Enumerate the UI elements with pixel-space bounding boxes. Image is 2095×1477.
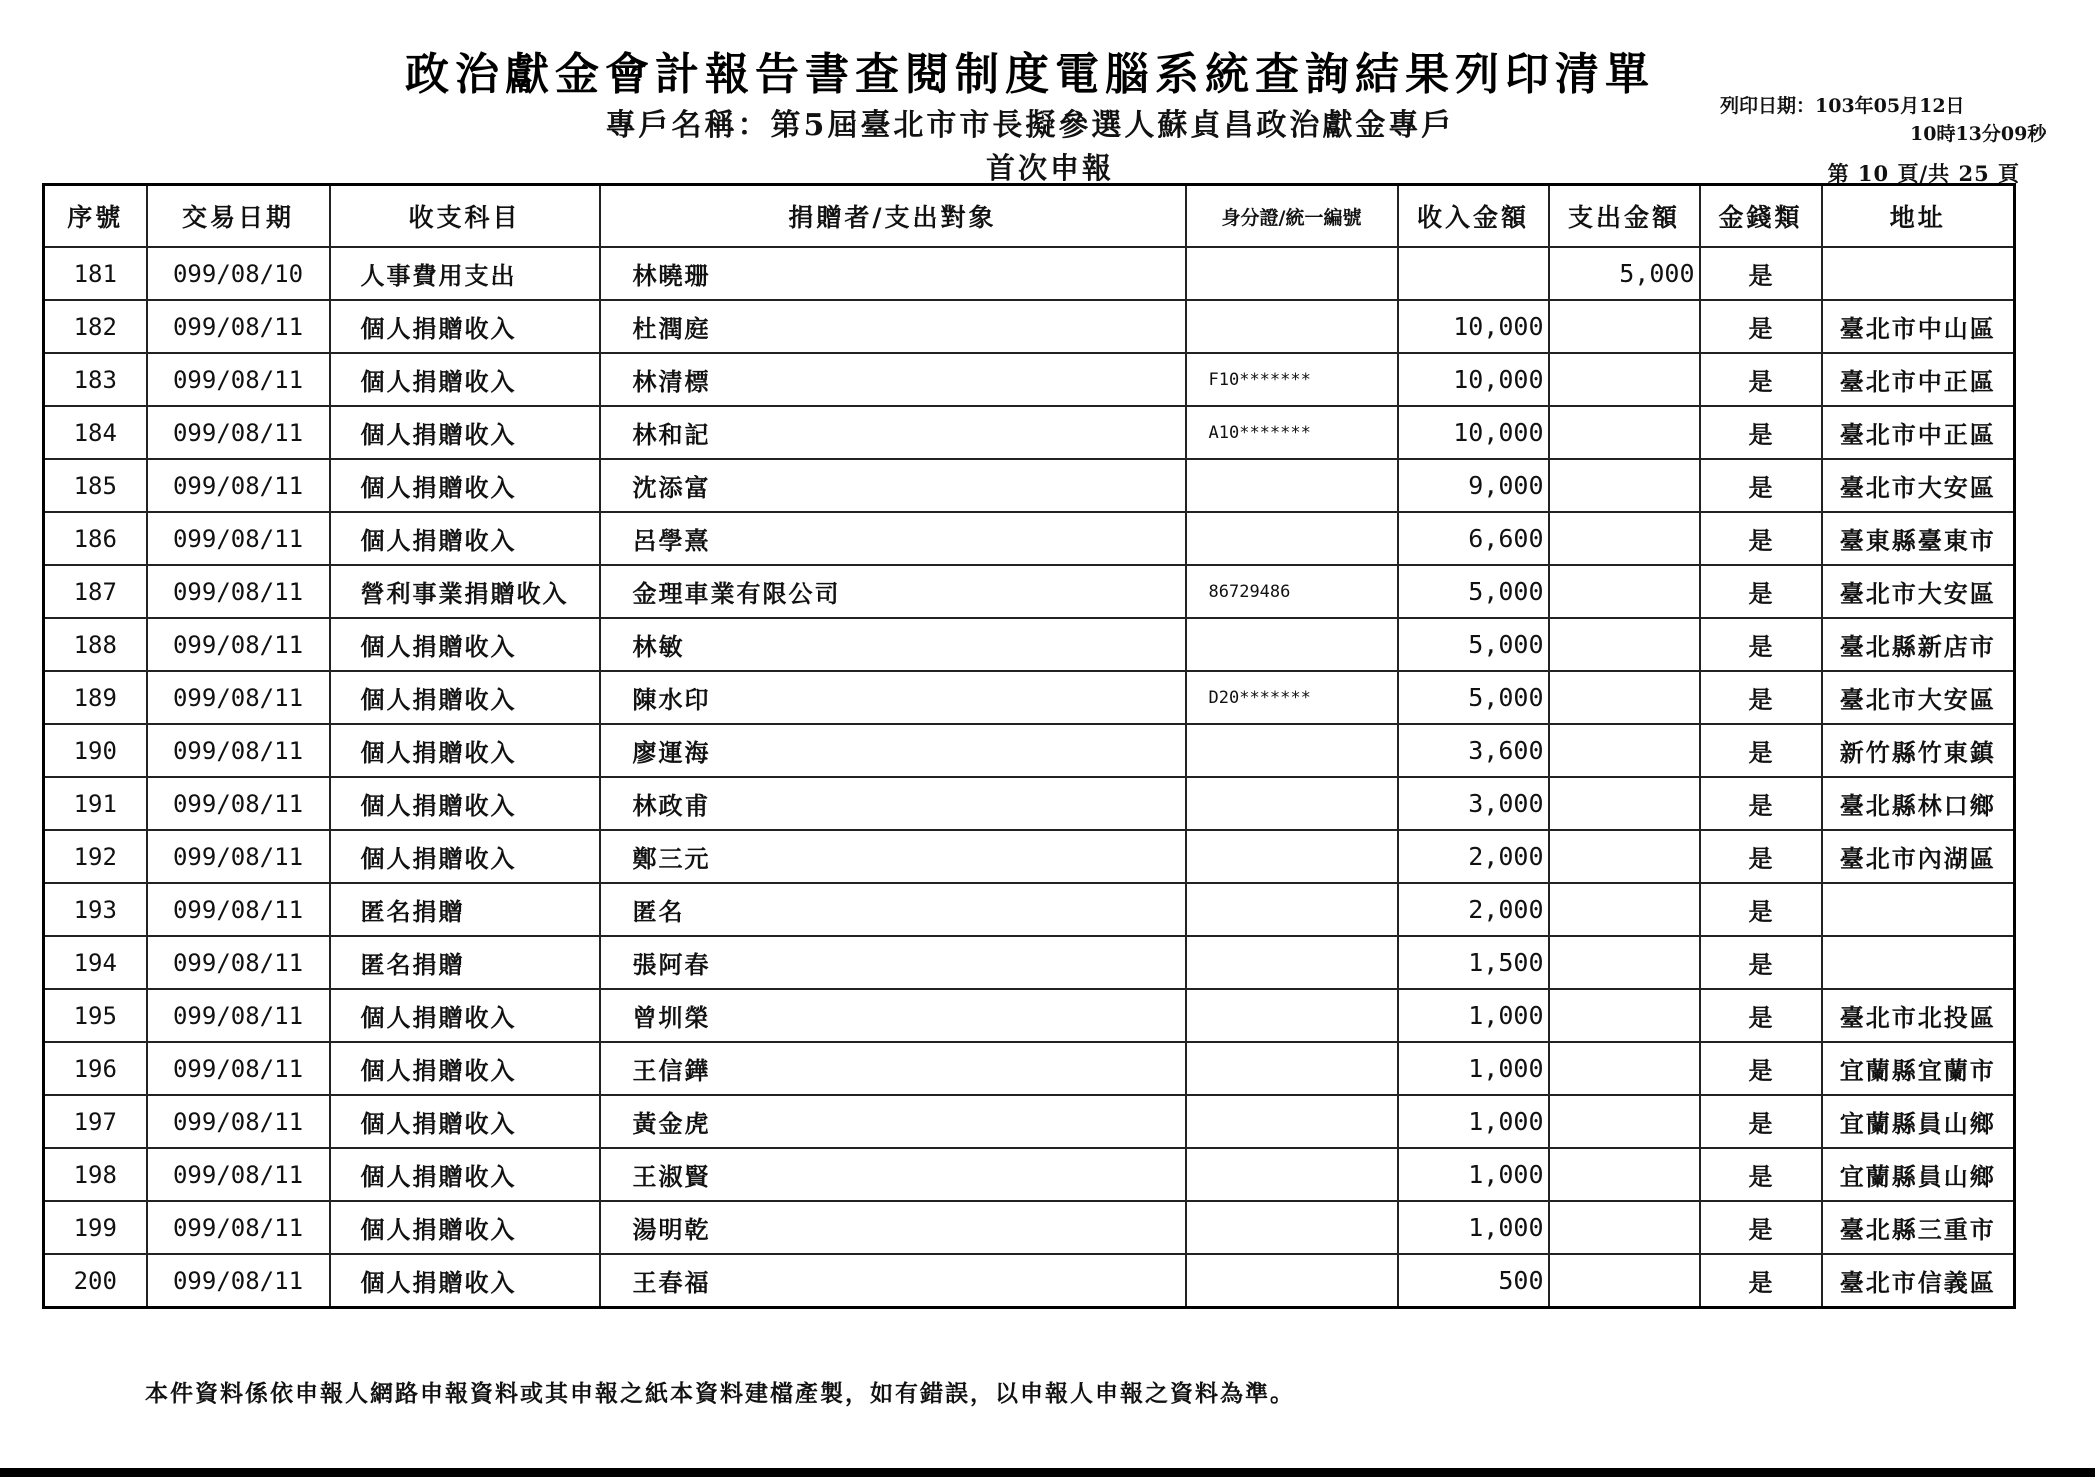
ledger-table [42,183,2016,1309]
cell-income: 2,000 [1398,830,1549,883]
table-row [44,247,2015,300]
cell-donor: 林曉珊 [600,247,1186,300]
cell-date: 099/08/11 [147,1148,330,1201]
cell-id [1186,989,1398,1042]
cell-id [1186,936,1398,989]
cell-donor: 王淑賢 [600,1148,1186,1201]
cell-address: 宜蘭縣員山鄉 [1822,1095,2015,1148]
cell-id [1186,1148,1398,1201]
cell-seq: 192 [44,830,147,883]
cell-expense [1549,724,1700,777]
cell-address: 宜蘭縣員山鄉 [1822,1148,2015,1201]
cell-expense [1549,353,1700,406]
cell-seq: 200 [44,1254,147,1308]
cell-address: 臺東縣臺東市 [1822,512,2015,565]
declaration-type: 首次申報 [985,151,1114,185]
col-header-category: 收支科目 [330,185,600,248]
table-row [44,883,2015,936]
cell-income: 1,000 [1398,989,1549,1042]
cell-date: 099/08/10 [147,247,330,300]
cell-category: 個人捐贈收入 [330,1201,600,1254]
cell-category: 個人捐贈收入 [330,1095,600,1148]
col-header-date: 交易日期 [147,185,330,248]
page-indicator: 第 10 頁/共 25 頁 [1827,161,2020,186]
cell-cash: 是 [1700,830,1822,883]
cell-expense [1549,1254,1700,1308]
cell-category: 個人捐贈收入 [330,830,600,883]
col-header-income: 收入金額 [1398,185,1549,248]
cell-donor: 張阿春 [600,936,1186,989]
cell-address: 臺北縣三重市 [1822,1201,2015,1254]
cell-category: 匿名捐贈 [330,883,600,936]
cell-date: 099/08/11 [147,512,330,565]
cell-date: 099/08/11 [147,459,330,512]
cell-cash: 是 [1700,883,1822,936]
table-row [44,671,2015,724]
table-row [44,618,2015,671]
footer-note: 本件資料係依申報人網路申報資料或其申報之紙本資料建檔產製，如有錯誤，以申報人申報之資料為準。 [145,1380,1295,1407]
cell-cash: 是 [1700,1201,1822,1254]
cell-cash: 是 [1700,247,1822,300]
print-info [1720,92,2060,148]
cell-id [1186,777,1398,830]
table-row [44,300,2015,353]
cell-category: 個人捐贈收入 [330,1042,600,1095]
cell-address [1822,936,2015,989]
cell-date: 099/08/11 [147,565,330,618]
cell-category: 個人捐贈收入 [330,1148,600,1201]
cell-seq: 181 [44,247,147,300]
cell-date: 099/08/11 [147,777,330,830]
col-header-cash: 金錢類 [1700,185,1822,248]
print-time: 10時13分09秒 [1910,123,2047,145]
cell-id [1186,300,1398,353]
cell-category: 個人捐贈收入 [330,512,600,565]
cell-seq: 186 [44,512,147,565]
cell-id: F10******* [1186,353,1398,406]
cell-seq: 190 [44,724,147,777]
cell-date: 099/08/11 [147,830,330,883]
cell-cash: 是 [1700,936,1822,989]
cell-donor: 王春福 [600,1254,1186,1308]
cell-seq: 183 [44,353,147,406]
print-date: 列印日期：103年05月12日 [1720,95,1965,117]
cell-date: 099/08/11 [147,618,330,671]
cell-donor: 匿名 [600,883,1186,936]
cell-cash: 是 [1700,1042,1822,1095]
table-row [44,1042,2015,1095]
cell-donor: 金理車業有限公司 [600,565,1186,618]
cell-id [1186,1254,1398,1308]
table-row [44,989,2015,1042]
table-row [44,406,2015,459]
cell-donor: 呂學熹 [600,512,1186,565]
cell-category: 個人捐贈收入 [330,618,600,671]
cell-date: 099/08/11 [147,1201,330,1254]
cell-id [1186,618,1398,671]
cell-income: 2,000 [1398,883,1549,936]
cell-expense [1549,1148,1700,1201]
cell-date: 099/08/11 [147,1042,330,1095]
cell-expense [1549,459,1700,512]
cell-seq: 198 [44,1148,147,1201]
cell-income: 10,000 [1398,406,1549,459]
cell-date: 099/08/11 [147,883,330,936]
cell-date: 099/08/11 [147,406,330,459]
cell-id [1186,1042,1398,1095]
cell-address: 臺北市大安區 [1822,671,2015,724]
cell-income: 1,500 [1398,936,1549,989]
cell-address: 臺北市中正區 [1822,406,2015,459]
table-row [44,1254,2015,1308]
table-row [44,1201,2015,1254]
cell-category: 個人捐贈收入 [330,1254,600,1308]
cell-cash: 是 [1700,671,1822,724]
cell-cash: 是 [1700,565,1822,618]
cell-expense [1549,565,1700,618]
cell-donor: 杜潤庭 [600,300,1186,353]
cell-id [1186,1095,1398,1148]
cell-donor: 林清標 [600,353,1186,406]
col-header-expense: 支出金額 [1549,185,1700,248]
cell-expense [1549,671,1700,724]
cell-cash: 是 [1700,459,1822,512]
cell-income: 10,000 [1398,300,1549,353]
cell-id [1186,1201,1398,1254]
cell-cash: 是 [1700,512,1822,565]
cell-address: 臺北市大安區 [1822,565,2015,618]
cell-expense [1549,512,1700,565]
cell-seq: 187 [44,565,147,618]
cell-address: 臺北市中山區 [1822,300,2015,353]
cell-seq: 191 [44,777,147,830]
cell-donor: 曾圳榮 [600,989,1186,1042]
cell-income: 10,000 [1398,353,1549,406]
cell-address: 臺北縣林口鄉 [1822,777,2015,830]
cell-id [1186,724,1398,777]
cell-seq: 189 [44,671,147,724]
cell-donor: 王信鏵 [600,1042,1186,1095]
cell-seq: 194 [44,936,147,989]
table-row [44,936,2015,989]
cell-seq: 197 [44,1095,147,1148]
cell-date: 099/08/11 [147,936,330,989]
cell-date: 099/08/11 [147,1254,330,1308]
cell-address: 臺北市信義區 [1822,1254,2015,1308]
cell-id [1186,247,1398,300]
cell-income: 1,000 [1398,1042,1549,1095]
cell-seq: 185 [44,459,147,512]
cell-income [1398,247,1549,300]
cell-income: 1,000 [1398,1201,1549,1254]
ledger-body [44,247,2015,1308]
cell-expense [1549,777,1700,830]
cell-address: 臺北市中正區 [1822,353,2015,406]
cell-donor: 林和記 [600,406,1186,459]
cell-address: 臺北市內湖區 [1822,830,2015,883]
table-row [44,512,2015,565]
cell-address: 宜蘭縣宜蘭市 [1822,1042,2015,1095]
document-title: 政治獻金會計報告書查閱制度電腦系統查詢結果列印清單 [405,49,1655,100]
cell-income: 5,000 [1398,618,1549,671]
cell-cash: 是 [1700,777,1822,830]
cell-income: 1,000 [1398,1148,1549,1201]
cell-date: 099/08/11 [147,671,330,724]
cell-expense [1549,1095,1700,1148]
table-row [44,724,2015,777]
cell-date: 099/08/11 [147,1095,330,1148]
col-header-donor: 捐贈者/支出對象 [600,185,1186,248]
table-row [44,459,2015,512]
cell-cash: 是 [1700,724,1822,777]
cell-donor: 林政甫 [600,777,1186,830]
cell-income: 3,600 [1398,724,1549,777]
cell-category: 個人捐贈收入 [330,353,600,406]
cell-donor: 陳水印 [600,671,1186,724]
col-header-id: 身分證/統一編號 [1186,185,1398,248]
cell-category: 個人捐贈收入 [330,777,600,830]
cell-cash: 是 [1700,989,1822,1042]
cell-address [1822,883,2015,936]
cell-category: 個人捐贈收入 [330,724,600,777]
cell-seq: 199 [44,1201,147,1254]
cell-seq: 195 [44,989,147,1042]
cell-address [1822,247,2015,300]
cell-expense [1549,618,1700,671]
table-row [44,830,2015,883]
cell-category: 個人捐贈收入 [330,300,600,353]
cell-cash: 是 [1700,353,1822,406]
cell-expense [1549,1042,1700,1095]
col-header-address: 地址 [1822,185,2015,248]
table-row [44,777,2015,830]
cell-expense [1549,300,1700,353]
cell-expense [1549,936,1700,989]
cell-income: 5,000 [1398,565,1549,618]
cell-id [1186,883,1398,936]
col-header-seq: 序號 [44,185,147,248]
table-row [44,1148,2015,1201]
cell-expense [1549,883,1700,936]
account-name: 專戶名稱：第5屆臺北市市長擬參選人蘇貞昌政治獻金專戶 [605,108,1455,143]
cell-address: 臺北縣新店市 [1822,618,2015,671]
cell-seq: 188 [44,618,147,671]
cell-category: 個人捐贈收入 [330,671,600,724]
cell-donor: 林敏 [600,618,1186,671]
cell-donor: 黃金虎 [600,1095,1186,1148]
cell-id [1186,459,1398,512]
cell-income: 9,000 [1398,459,1549,512]
cell-seq: 193 [44,883,147,936]
cell-date: 099/08/11 [147,353,330,406]
cell-cash: 是 [1700,1254,1822,1308]
cell-category: 匿名捐贈 [330,936,600,989]
cell-expense [1549,1201,1700,1254]
cell-income: 500 [1398,1254,1549,1308]
bottom-rule [0,1468,2095,1477]
cell-expense [1549,830,1700,883]
cell-cash: 是 [1700,406,1822,459]
cell-seq: 196 [44,1042,147,1095]
cell-category: 營利事業捐贈收入 [330,565,600,618]
cell-category: 個人捐贈收入 [330,459,600,512]
table-row [44,565,2015,618]
cell-cash: 是 [1700,618,1822,671]
cell-date: 099/08/11 [147,724,330,777]
cell-expense [1549,406,1700,459]
cell-seq: 182 [44,300,147,353]
cell-income: 3,000 [1398,777,1549,830]
table-row [44,1095,2015,1148]
cell-address: 臺北市大安區 [1822,459,2015,512]
table-header-row [44,185,2015,248]
cell-category: 人事費用支出 [330,247,600,300]
cell-seq: 184 [44,406,147,459]
cell-id [1186,512,1398,565]
cell-donor: 鄭三元 [600,830,1186,883]
cell-address: 臺北市北投區 [1822,989,2015,1042]
cell-cash: 是 [1700,1148,1822,1201]
cell-address: 新竹縣竹東鎮 [1822,724,2015,777]
cell-date: 099/08/11 [147,989,330,1042]
cell-income: 6,600 [1398,512,1549,565]
cell-income: 1,000 [1398,1095,1549,1148]
cell-income: 5,000 [1398,671,1549,724]
cell-donor: 湯明乾 [600,1201,1186,1254]
cell-cash: 是 [1700,1095,1822,1148]
cell-id [1186,830,1398,883]
cell-id: 86729486 [1186,565,1398,618]
cell-cash: 是 [1700,300,1822,353]
cell-category: 個人捐贈收入 [330,989,600,1042]
cell-donor: 沈添富 [600,459,1186,512]
table-row [44,353,2015,406]
cell-id: D20******* [1186,671,1398,724]
cell-id: A10******* [1186,406,1398,459]
cell-donor: 廖運海 [600,724,1186,777]
cell-category: 個人捐贈收入 [330,406,600,459]
cell-date: 099/08/11 [147,300,330,353]
cell-expense [1549,989,1700,1042]
cell-expense: 5,000 [1549,247,1700,300]
